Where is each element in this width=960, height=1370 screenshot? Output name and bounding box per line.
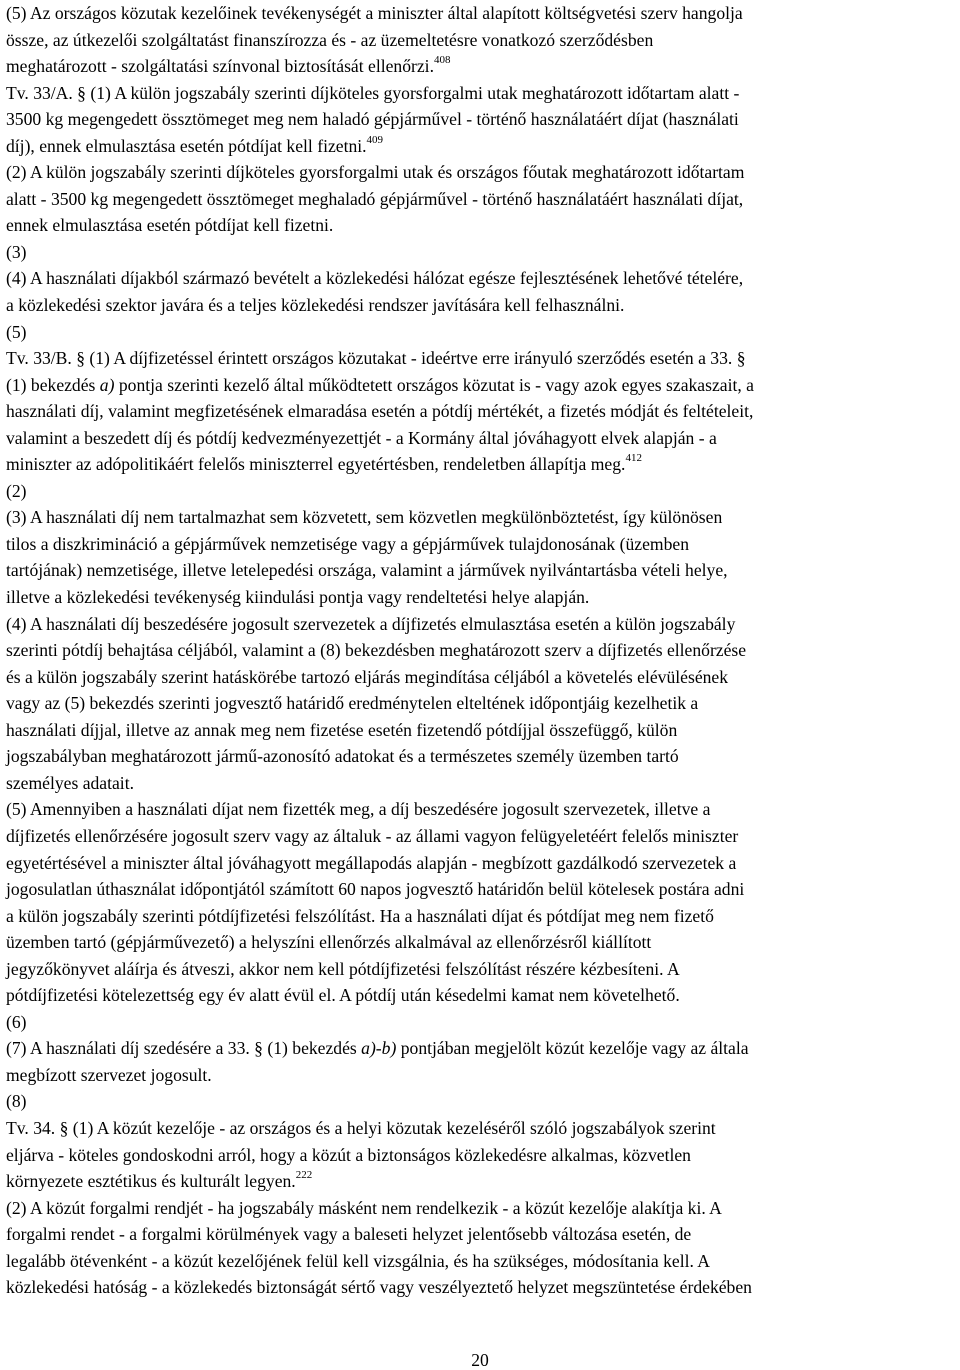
footnote-marker: 409 — [366, 133, 384, 146]
text-line — [6, 1115, 958, 1142]
text-segment: szerinti pótdíj behajtása céljából, valamint a (8) bekezdésben meghatározott szerv a díjfizetés ellenőrzése — [6, 640, 747, 661]
text-segment: alatt - 3500 kg megengedett össztömeget meghaladó gépjárművel - történő használatáért használati díjat, — [6, 188, 744, 209]
text-segment: (5) Az országos közutak kezelőinek tevékenységét a miniszter által alapított költségvetési szerv hangolja — [6, 3, 743, 23]
text-line — [6, 265, 958, 292]
text-segment: használati díjjal, illetve az annak meg nem fizetése esetén fizetendő pótdíjjal összefüggő, külön — [6, 719, 678, 740]
text-line — [6, 0, 958, 27]
text-line — [6, 557, 958, 584]
text-line — [6, 1168, 958, 1195]
text-line — [6, 80, 958, 107]
text-segment: (3) — [6, 241, 27, 262]
text-segment: (6) — [6, 1011, 27, 1032]
text-segment: üzemben tartó (gépjárművezető) a helyszíni ellenőrzés alkalmával az ellenőrzésről kiállított — [6, 932, 652, 953]
text-segment: a külön jogszabály szerinti pótdíjfizetési felszólítást. Ha a használati díjat és pótdíjat meg nem fizető — [6, 905, 714, 926]
text-segment: (7) A használati díj szedésére a 33. § (1) bekezdés — [6, 1038, 362, 1059]
text-line — [6, 584, 958, 611]
text-segment: közlekedési hatóság - a közlekedés biztonságát sértő vagy veszélyeztető helyzet megszüntetése érdekében — [6, 1277, 752, 1298]
italic-reference: a) — [99, 374, 115, 395]
text-line — [6, 717, 958, 744]
text-segment: és a külön jogszabály szerint hatáskörébe tartozó eljárás megindítása céljából a követelés elévülésének — [6, 666, 729, 687]
text-segment: (3) A használati díj nem tartalmazhat sem közvetett, sem közvetlen megkülönböztetést, így különösen — [6, 507, 723, 528]
text-segment: meghatározott - szolgáltatási színvonal biztosítását ellenőrzi. — [6, 56, 434, 77]
text-line — [6, 743, 958, 770]
text-line — [6, 372, 958, 399]
text-segment: 3500 kg megengedett össztömeget meg nem haladó gépjárművel - történő használatáért díjat (használati — [6, 109, 739, 130]
text-segment: (5) — [6, 321, 27, 342]
text-segment: Tv. 34. § (1) A közút kezelője - az országos és a helyi közutak kezeléséről szóló jogszabályok szerint — [6, 1117, 716, 1138]
text-line — [6, 1274, 958, 1301]
text-line — [6, 504, 958, 531]
text-line — [6, 690, 958, 717]
text-line — [6, 239, 958, 266]
page-number: 20 — [471, 1350, 489, 1370]
text-segment: (2) — [6, 480, 27, 501]
text-segment: pótdíjfizetési kötelezettség egy év alatt évül el. A pótdíj után késedelmi kamat nem követelhető. — [6, 985, 680, 1006]
text-line — [6, 451, 958, 478]
text-line — [6, 611, 958, 638]
text-line — [6, 876, 958, 903]
text-line — [6, 425, 958, 452]
footnote-marker: 412 — [625, 452, 642, 465]
text-segment: (4) A használati díj beszedésére jogosult szervezetek a díjfizetés elmulasztása esetén a külön jogszabály — [6, 613, 736, 634]
text-line — [6, 903, 958, 930]
text-segment: valamint a beszedett díj és pótdíj kedvezményezettjét - a Kormány által jóváhagyott elvek alapján - a — [6, 427, 717, 448]
text-line — [6, 106, 958, 133]
footnote-marker: 408 — [433, 54, 451, 67]
text-line — [6, 664, 958, 691]
text-line — [6, 796, 958, 823]
text-line — [6, 133, 958, 160]
text-segment: használati díj, valamint megfizetésének elmaradása esetén a pótdíj mértékét, a fizetés módját és feltételeit, — [6, 401, 754, 422]
text-segment: Tv. 33/A. § (1) A külön jogszabály szerinti díjköteles gyorsforgalmi utak meghatározott időtartam alatt - — [6, 82, 740, 103]
text-line — [6, 929, 958, 956]
text-segment: Tv. 33/B. § (1) A díjfizetéssel érintett országos közutakat - ideértve erre irányuló szerződés esetén a 33. § — [6, 348, 746, 369]
text-line — [6, 1035, 958, 1062]
text-line — [6, 1221, 958, 1248]
text-segment: egyetértésével a miniszter által jóváhagyott megállapodás alapján - megbízott gazdálkodó szervezetek a — [6, 852, 737, 873]
text-segment: össze, az útkezelői szolgáltatást finanszírozza és - az üzemeltetésre vonatkozó szerződésben — [6, 29, 654, 50]
text-segment: pontja szerinti kezelő által működtetett országos közutat is - vagy azok egyes szakaszait, a — [114, 374, 754, 395]
text-segment: pontjában megjelölt közút kezelője vagy az általa — [396, 1038, 749, 1059]
text-line — [6, 159, 958, 186]
text-line — [6, 292, 958, 319]
text-segment: tartójának) nemzetisége, illetve letelepedési országa, valamint a járművek nyilvántartásba vételi helye, — [6, 560, 728, 581]
text-line — [6, 956, 958, 983]
text-line — [6, 1062, 958, 1089]
text-line — [6, 319, 958, 346]
italic-reference: a)-b) — [361, 1038, 397, 1059]
text-segment: tilos a diszkrimináció a gépjárművek nemzetisége vagy a gépjárművek tulajdonosának (üzemben — [6, 533, 689, 554]
text-line — [6, 27, 958, 54]
text-segment: (8) — [6, 1091, 27, 1112]
text-line — [6, 770, 958, 797]
text-line — [6, 398, 958, 425]
text-line — [6, 823, 958, 850]
text-segment: (2) A közút forgalmi rendjét - ha jogszabály másként nem rendelkezik - a közút kezelője alakítja ki. A — [6, 1197, 722, 1218]
text-segment: (2) A külön jogszabály szerinti díjköteles gyorsforgalmi utak és országos főutak meghatározott időtartam — [6, 162, 745, 183]
text-line — [6, 478, 958, 505]
footnote-marker: 222 — [295, 1169, 313, 1182]
text-line — [6, 637, 958, 664]
text-segment: vagy az (5) bekezdés szerinti jogvesztő határidő eredménytelen elteltének időpontjáig kezelhetik a — [6, 693, 699, 714]
text-line — [6, 1009, 958, 1036]
text-segment: a közlekedési szektor javára és a teljes közlekedési rendszer javítására kell felhasználni. — [6, 295, 625, 316]
text-segment: (5) Amennyiben a használati díjat nem fizették meg, a díj beszedésére jogosult szervezetek, illetve a — [6, 799, 711, 820]
text-line — [6, 186, 958, 213]
text-line — [6, 1248, 958, 1275]
text-segment: illetve a közlekedési tevékenység kiindulási pontja vagy rendeltetési helye alapján. — [6, 587, 590, 608]
text-segment: (1) bekezdés — [6, 374, 100, 395]
document-body — [6, 0, 958, 1301]
text-line — [6, 850, 958, 877]
text-line — [6, 1088, 958, 1115]
text-segment: ennek elmulasztása esetén pótdíjat kell fizetni. — [6, 215, 334, 236]
text-segment: miniszter az adópolitikáért felelős miniszterrel egyetértésben, rendeletben állapítja meg. — [6, 454, 626, 475]
text-line — [6, 1142, 958, 1169]
text-segment: díjfizetés ellenőrzésére jogosult szerv vagy az általuk - az állami vagyon felügyeletéért felelős miniszter — [6, 825, 739, 846]
text-segment: forgalmi rendet - a forgalmi körülmények vagy a baleseti helyzet jelentősebb változása esetén, de — [6, 1224, 692, 1245]
text-line — [6, 53, 958, 80]
text-segment: jegyzőkönyvet aláírja és átveszi, akkor nem kell pótdíjfizetési felszólítást részére kézbesíteni. A — [6, 958, 680, 979]
text-segment: jogosulatlan úthasználat időpontjától számított 60 napos jogvesztő határidőn belül kötelesek postára adni — [6, 879, 745, 900]
text-line — [6, 345, 958, 372]
text-segment: eljárva - köteles gondoskodni arról, hogy a közút a biztonságos közlekedésre alkalmas, közvetlen — [6, 1144, 691, 1165]
text-segment: megbízott szervezet jogosult. — [6, 1064, 212, 1085]
text-segment: (4) A használati díjakból származó bevételt a közlekedési hálózat egésze fejlesztésének lehetővé tételére, — [6, 268, 744, 289]
text-line — [6, 1195, 958, 1222]
text-segment: személyes adatait. — [6, 772, 134, 793]
text-segment: díj), ennek elmulasztása esetén pótdíjat kell fizetni. — [6, 135, 367, 156]
text-line — [6, 982, 958, 1009]
text-line — [6, 531, 958, 558]
text-segment: legalább ötévenként - a közút kezelőjének felül kell vizsgálnia, és ha szükséges, módosítania kell. A — [6, 1250, 711, 1271]
text-line — [6, 212, 958, 239]
text-segment: környezete esztétikus és kulturált legyen. — [6, 1171, 296, 1192]
text-segment: jogszabályban meghatározott jármű-azonosító adatokat és a természetes személy üzemben tartó — [6, 746, 679, 767]
